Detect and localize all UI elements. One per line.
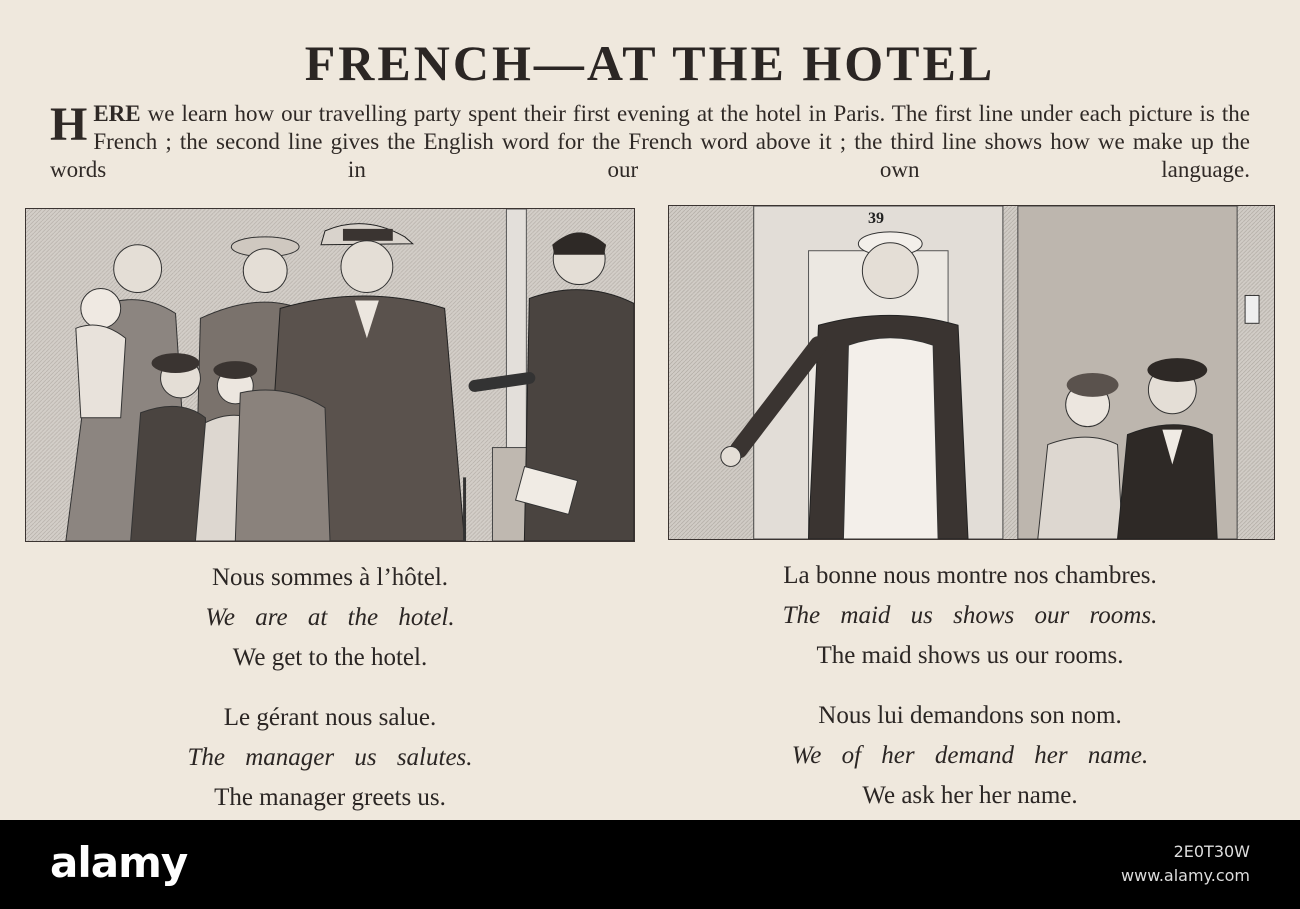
left-caption-block bbox=[70, 558, 590, 818]
caption-group bbox=[710, 556, 1230, 676]
intro-dropcap: H bbox=[50, 98, 88, 151]
french-line: La bonne nous montre nos chambres. bbox=[783, 562, 1157, 589]
page-title: FRENCH—AT THE HOTEL bbox=[304, 35, 996, 91]
caption-group bbox=[710, 696, 1230, 816]
english-line: The maid shows us our rooms. bbox=[816, 642, 1124, 669]
caption-group bbox=[70, 558, 590, 678]
french-line: Nous lui demandons son nom. bbox=[818, 702, 1122, 729]
literal-line: The manager us salutes. bbox=[187, 744, 473, 771]
english-line: We ask her her name. bbox=[862, 782, 1078, 809]
image-id: 2E0T30W bbox=[1173, 842, 1250, 861]
intro-paragraph bbox=[50, 100, 1250, 184]
french-line: Nous sommes à l’hôtel. bbox=[211, 564, 449, 591]
right-caption-block bbox=[710, 556, 1230, 816]
french-line: Le gérant nous salue. bbox=[223, 704, 437, 731]
maid-shows-rooms-illustration bbox=[668, 205, 1275, 540]
door-number: 39 bbox=[868, 210, 884, 227]
english-line: The manager greets us. bbox=[214, 784, 446, 811]
literal-line: We of her demand her name. bbox=[791, 742, 1149, 769]
literal-line: We are at the hotel. bbox=[205, 604, 455, 631]
literal-line: The maid us shows our rooms. bbox=[782, 602, 1158, 629]
intro-text: we learn how our travelling party spent their first evening at the hotel in Paris. The first line under each picture is the French ; the second line gives the English word for the French word above it ; the third line shows how we make up the words in our own language. bbox=[50, 101, 1250, 182]
site-url: www.alamy.com bbox=[1121, 866, 1250, 885]
footer-bar bbox=[0, 820, 1300, 909]
intro-smallcaps: ERE bbox=[93, 101, 141, 126]
caption-group bbox=[70, 698, 590, 818]
brand-logo: alamy bbox=[50, 838, 188, 887]
english-line: We get to the hotel. bbox=[232, 644, 428, 671]
hotel-arrival-illustration bbox=[25, 208, 635, 542]
